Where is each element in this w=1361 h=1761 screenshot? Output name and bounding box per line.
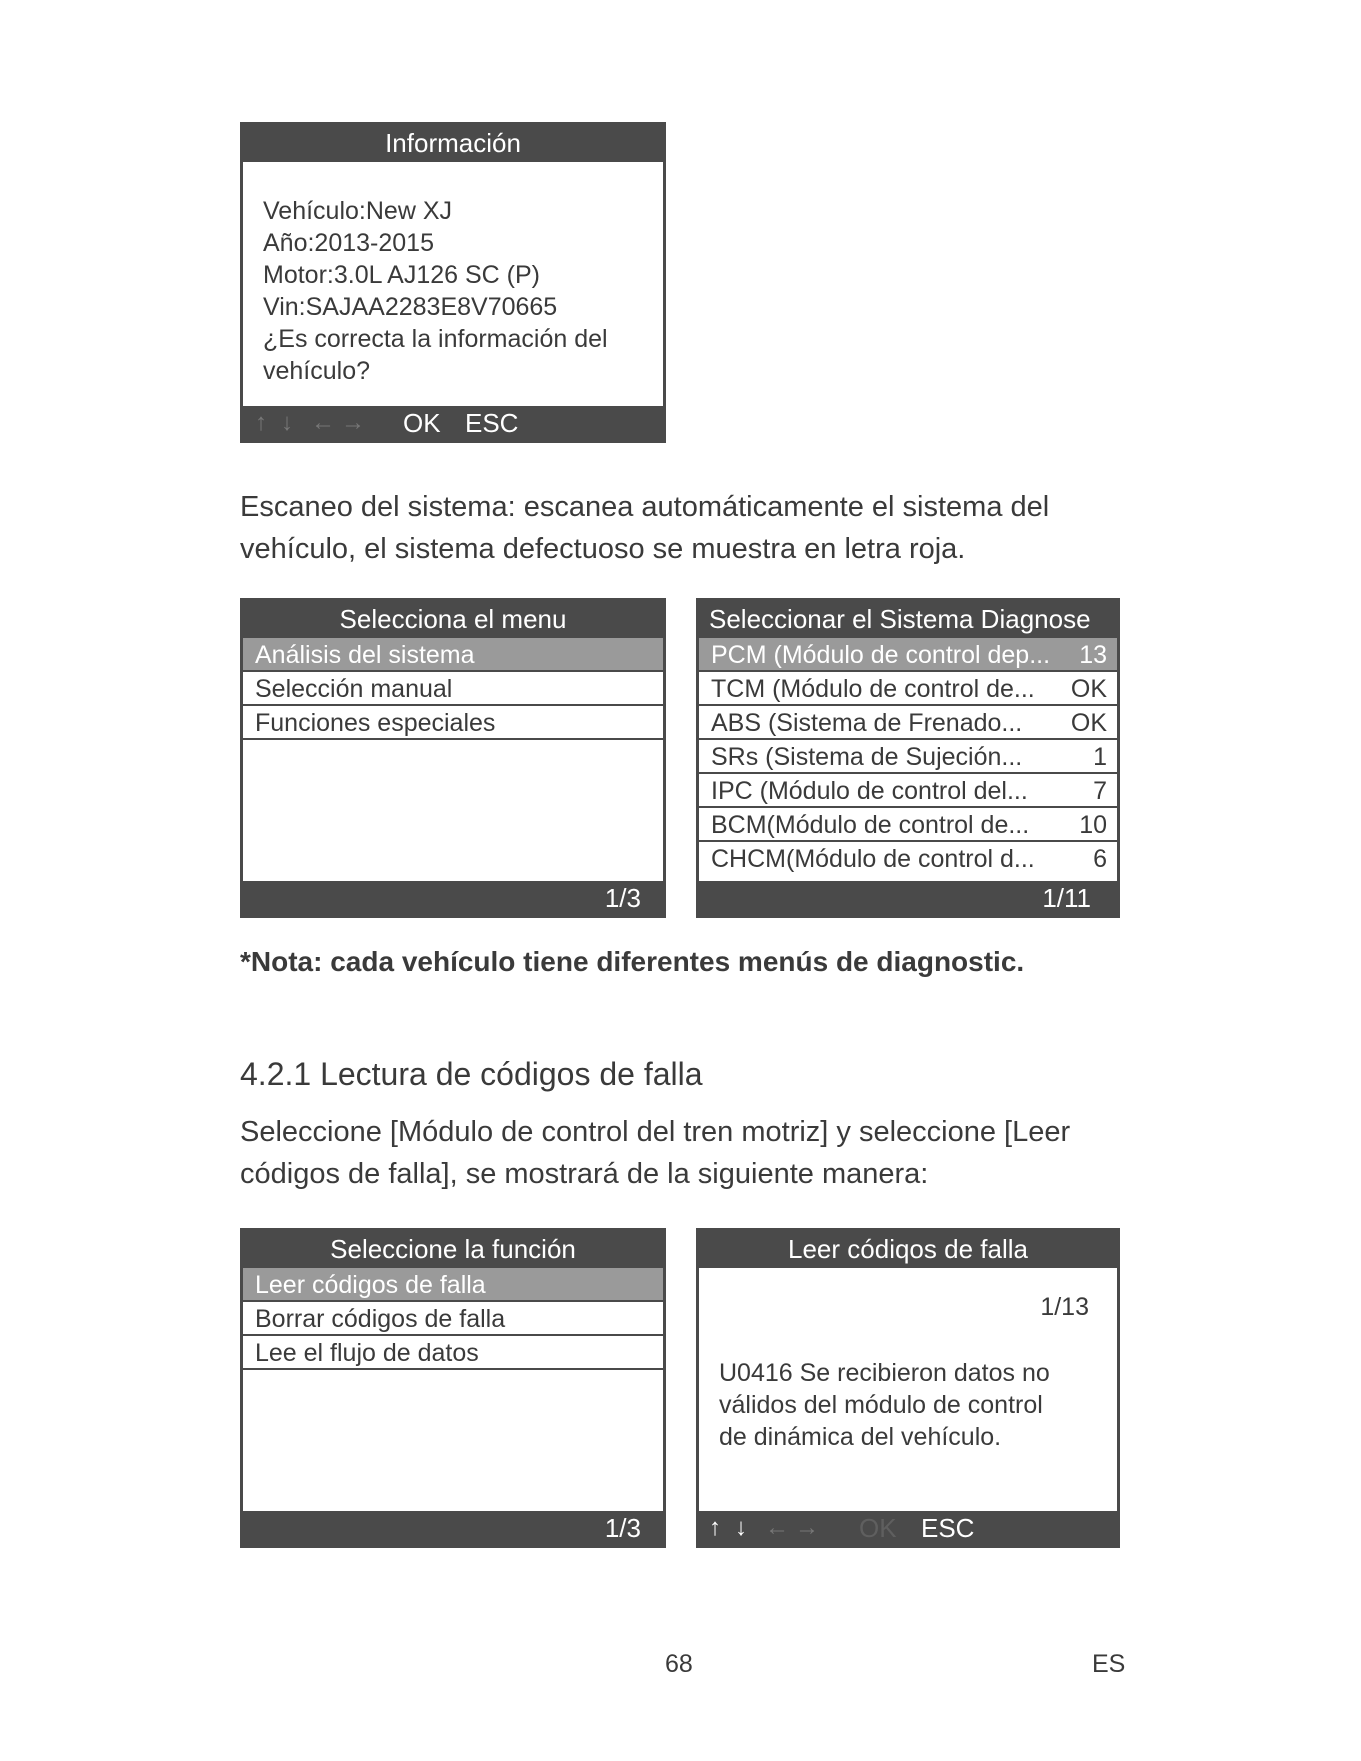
info-vin: Vin:SAJAA2283E8V70665 <box>263 293 558 321</box>
system-value: OK <box>1070 709 1107 737</box>
system-label: IPC (Módulo de control del... <box>711 777 1028 805</box>
menu-title: Selecciona el menu <box>243 601 663 638</box>
up-arrow-icon: ↑ <box>255 409 267 436</box>
esc-button[interactable]: ESC <box>921 1513 975 1543</box>
menu-page-indicator: 1/3 <box>604 883 641 913</box>
codes-bottom-bar <box>699 1511 1117 1545</box>
system-label: TCM (Módulo de control de... <box>711 675 1035 703</box>
system-row-chcm[interactable] <box>699 842 1117 876</box>
codes-screen <box>696 1228 1120 1548</box>
system-value: 13 <box>1079 641 1107 669</box>
codes-lines <box>719 1357 1050 1453</box>
language-code: ES <box>1092 1650 1126 1678</box>
codes-counter: 1/13 <box>1040 1293 1089 1321</box>
system-label: ABS (Sistema de Frenado... <box>711 709 1023 737</box>
menu-item-system-analysis[interactable]: Análisis del sistema <box>243 638 663 672</box>
function-item-read-codes[interactable]: Leer códigos de falla <box>243 1268 663 1302</box>
codes-title: Leer códiqos de falla <box>699 1231 1117 1268</box>
read-codes-description-line-2: códigos de falla], se mostrará de la siguiente manera: <box>240 1158 929 1190</box>
systems-page-indicator: 1/11 <box>1042 883 1091 913</box>
systems-bottom-bar <box>699 881 1117 915</box>
system-row-pcm[interactable] <box>699 638 1117 672</box>
system-row-srs[interactable] <box>699 740 1117 774</box>
info-question-2: vehículo? <box>263 357 371 385</box>
systems-screen <box>696 598 1120 918</box>
page-number: 68 <box>665 1650 693 1678</box>
scan-description <box>240 486 1049 570</box>
right-arrow-icon: → <box>341 409 365 436</box>
system-value: 1 <box>1093 743 1107 771</box>
info-lines <box>263 195 608 387</box>
left-arrow-icon: ← <box>311 409 335 436</box>
info-question-1: ¿Es correcta la información del <box>263 325 608 353</box>
info-engine: Motor:3.0L AJ126 SC (P) <box>263 261 540 289</box>
function-item-data-stream[interactable]: Lee el flujo de datos <box>243 1336 663 1370</box>
esc-button[interactable]: ESC <box>465 408 519 438</box>
function-item-clear-codes[interactable]: Borrar códigos de falla <box>243 1302 663 1336</box>
info-screen <box>240 122 666 443</box>
menu-item-special-functions[interactable]: Funciones especiales <box>243 706 663 740</box>
menu-screen <box>240 598 666 918</box>
code-line-3: de dinámica del vehículo. <box>719 1423 1002 1451</box>
info-title: Información <box>243 125 663 162</box>
system-row-ipc[interactable] <box>699 774 1117 808</box>
ok-button[interactable]: OK <box>403 408 441 438</box>
diagnostic-note: *Nota: cada vehículo tiene diferentes menús de diagnostic. <box>240 946 1025 977</box>
menu-item-manual-selection[interactable]: Selección manual <box>243 672 663 706</box>
system-label: PCM (Módulo de control dep... <box>711 641 1051 669</box>
scan-description-line-1: Escaneo del sistema: escanea automáticamente el sistema del <box>240 491 1050 523</box>
function-title: Seleccione la función <box>243 1231 663 1268</box>
ok-button: OK <box>859 1513 897 1543</box>
system-label: CHCM(Módulo de control d... <box>711 845 1035 873</box>
menu-bottom-bar <box>243 881 663 915</box>
right-arrow-icon: → <box>795 1514 819 1541</box>
read-codes-description-line-1: Seleccione [Módulo de control del tren motriz] y seleccione [Leer <box>240 1116 1071 1148</box>
system-label: SRs (Sistema de Sujeción... <box>711 743 1023 771</box>
down-arrow-icon[interactable]: ↓ <box>735 1514 747 1541</box>
system-label: BCM(Módulo de control de... <box>711 811 1030 839</box>
info-vehicle: Vehículo:New XJ <box>263 197 452 225</box>
systems-title: Seleccionar el Sistema Diagnose <box>699 601 1117 638</box>
system-value: 6 <box>1093 845 1107 873</box>
function-screen <box>240 1228 666 1548</box>
system-row-tcm[interactable] <box>699 672 1117 706</box>
section-heading: 4.2.1 Lectura de códigos de falla <box>240 1056 703 1092</box>
code-line-1: U0416 Se recibieron datos no <box>719 1359 1050 1387</box>
system-row-abs[interactable] <box>699 706 1117 740</box>
read-codes-description <box>240 1111 1070 1195</box>
function-page-indicator: 1/3 <box>604 1513 641 1543</box>
info-bottom-bar <box>243 406 663 440</box>
code-line-2: válidos del módulo de control <box>719 1391 1043 1419</box>
system-value: OK <box>1070 675 1107 703</box>
function-bottom-bar <box>243 1511 663 1545</box>
down-arrow-icon: ↓ <box>281 409 293 436</box>
left-arrow-icon: ← <box>765 1514 789 1541</box>
system-value: 10 <box>1079 811 1107 839</box>
system-value: 7 <box>1093 777 1107 805</box>
up-arrow-icon[interactable]: ↑ <box>709 1514 721 1541</box>
system-row-bcm[interactable] <box>699 808 1117 842</box>
info-year: Año:2013-2015 <box>263 229 434 257</box>
scan-description-line-2: vehículo, el sistema defectuoso se muestra en letra roja. <box>240 533 966 565</box>
